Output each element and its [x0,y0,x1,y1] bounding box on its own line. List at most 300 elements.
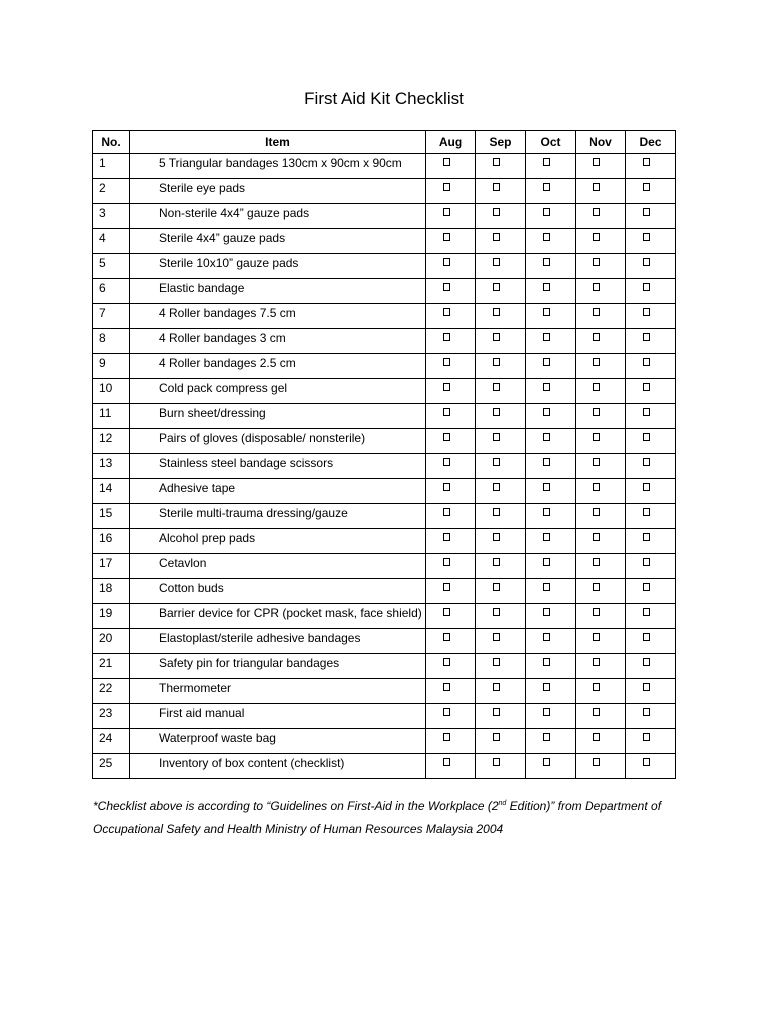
row-number: 18 [93,579,130,604]
month-cell [426,629,476,654]
month-cell [476,629,526,654]
checkbox-aug[interactable] [443,533,450,541]
month-cell [526,604,576,629]
row-item: 4 Roller bandages 3 cm [130,329,426,354]
table-row [93,504,676,529]
checkbox-aug[interactable] [443,758,450,766]
month-cell [476,729,526,754]
month-cell [476,479,526,504]
table-header-row [93,131,676,154]
checkbox-nov[interactable] [593,708,600,716]
checkbox-oct[interactable] [543,733,550,741]
header-month-aug: Aug [426,131,476,154]
row-item: Non-sterile 4x4” gauze pads [130,204,426,229]
checkbox-oct[interactable] [543,383,550,391]
checkbox-dec[interactable] [643,683,650,691]
checkbox-aug[interactable] [443,158,450,166]
month-cell [576,704,626,729]
month-cell [626,279,676,304]
month-cell [526,204,576,229]
row-item: Inventory of box content (checklist) [130,754,426,779]
month-cell [576,604,626,629]
checkbox-oct[interactable] [543,758,550,766]
checkbox-oct[interactable] [543,208,550,216]
checkbox-oct[interactable] [543,308,550,316]
checkbox-dec[interactable] [643,708,650,716]
checkbox-aug[interactable] [443,558,450,566]
table-row [93,404,676,429]
checkbox-aug[interactable] [443,283,450,291]
month-cell [476,654,526,679]
checkbox-dec[interactable] [643,733,650,741]
footnote-line-2: Occupational Safety and Health Ministry of Human Resources Malaysia 2004 [93,822,504,836]
checkbox-aug[interactable] [443,658,450,666]
checkbox-sep[interactable] [493,658,500,666]
checkbox-nov[interactable] [593,258,600,266]
checkbox-nov[interactable] [593,608,600,616]
checkbox-oct[interactable] [543,658,550,666]
row-number: 17 [93,554,130,579]
month-cell [626,154,676,179]
footnote-superscript: nd [498,800,507,807]
checkbox-aug[interactable] [443,433,450,441]
table-row [93,179,676,204]
month-cell [576,629,626,654]
checkbox-sep[interactable] [493,183,500,191]
month-cell [476,279,526,304]
row-number: 12 [93,429,130,454]
month-cell [626,629,676,654]
checkbox-oct[interactable] [543,558,550,566]
checkbox-dec[interactable] [643,258,650,266]
header-month-nov: Nov [576,131,626,154]
checkbox-dec[interactable] [643,433,650,441]
month-cell [476,254,526,279]
month-cell [476,329,526,354]
row-item: Pairs of gloves (disposable/ nonsterile) [130,429,426,454]
checkbox-dec[interactable] [643,183,650,191]
month-cell [526,404,576,429]
month-cell [626,454,676,479]
month-cell [626,654,676,679]
month-cell [526,329,576,354]
checkbox-sep[interactable] [493,508,500,516]
checkbox-nov[interactable] [593,533,600,541]
checkbox-nov[interactable] [593,658,600,666]
month-cell [626,229,676,254]
month-cell [476,404,526,429]
checkbox-dec[interactable] [643,208,650,216]
month-cell [476,579,526,604]
month-cell [576,429,626,454]
row-number: 19 [93,604,130,629]
checkbox-nov[interactable] [593,558,600,566]
checkbox-dec[interactable] [643,333,650,341]
table-row [93,479,676,504]
row-number: 6 [93,279,130,304]
checkbox-sep[interactable] [493,733,500,741]
table-row [93,654,676,679]
month-cell [526,679,576,704]
row-item: Elastic bandage [130,279,426,304]
row-number: 2 [93,179,130,204]
month-cell [576,504,626,529]
month-cell [426,554,476,579]
checkbox-oct[interactable] [543,258,550,266]
checkbox-oct[interactable] [543,533,550,541]
checkbox-aug[interactable] [443,583,450,591]
checkbox-aug[interactable] [443,508,450,516]
header-month-dec: Dec [626,131,676,154]
footnote-text-b: Edition)” from Department of [506,799,662,813]
checkbox-aug[interactable] [443,308,450,316]
checkbox-aug[interactable] [443,483,450,491]
checkbox-sep[interactable] [493,558,500,566]
checkbox-oct[interactable] [543,408,550,416]
month-cell [426,304,476,329]
month-cell [426,279,476,304]
checkbox-dec[interactable] [643,358,650,366]
row-item: Sterile eye pads [130,179,426,204]
month-cell [526,579,576,604]
checkbox-dec[interactable] [643,383,650,391]
checkbox-oct[interactable] [543,158,550,166]
month-cell [576,304,626,329]
checkbox-sep[interactable] [493,358,500,366]
month-cell [526,254,576,279]
checkbox-oct[interactable] [543,458,550,466]
month-cell [476,204,526,229]
row-number: 7 [93,304,130,329]
table-row [93,329,676,354]
checkbox-dec[interactable] [643,483,650,491]
checkbox-nov[interactable] [593,358,600,366]
row-item: Sterile 10x10” gauze pads [130,254,426,279]
month-cell [626,579,676,604]
month-cell [426,654,476,679]
checkbox-nov[interactable] [593,333,600,341]
table-row [93,529,676,554]
checkbox-sep[interactable] [493,258,500,266]
row-item: Elastoplast/sterile adhesive bandages [130,629,426,654]
checkbox-aug[interactable] [443,708,450,716]
checkbox-sep[interactable] [493,283,500,291]
checkbox-dec[interactable] [643,158,650,166]
checkbox-aug[interactable] [443,683,450,691]
row-number: 25 [93,754,130,779]
checkbox-sep[interactable] [493,208,500,216]
month-cell [526,479,576,504]
checkbox-sep[interactable] [493,383,500,391]
month-cell [576,679,626,704]
checkbox-aug[interactable] [443,208,450,216]
month-cell [526,379,576,404]
month-cell [426,154,476,179]
month-cell [626,504,676,529]
month-cell [426,404,476,429]
month-cell [626,354,676,379]
table-row [93,379,676,404]
month-cell [626,329,676,354]
checkbox-nov[interactable] [593,758,600,766]
month-cell [576,529,626,554]
month-cell [526,354,576,379]
checkbox-oct[interactable] [543,508,550,516]
month-cell [476,679,526,704]
checkbox-sep[interactable] [493,533,500,541]
month-cell [426,429,476,454]
month-cell [626,204,676,229]
row-number: 4 [93,229,130,254]
checkbox-oct[interactable] [543,233,550,241]
footnote [93,792,693,841]
row-number: 14 [93,479,130,504]
checkbox-aug[interactable] [443,258,450,266]
row-number: 9 [93,354,130,379]
checkbox-nov[interactable] [593,233,600,241]
month-cell [526,229,576,254]
checkbox-nov[interactable] [593,283,600,291]
checkbox-sep[interactable] [493,708,500,716]
month-cell [476,704,526,729]
table-row [93,704,676,729]
month-cell [526,729,576,754]
table-row [93,629,676,654]
month-cell [426,679,476,704]
month-cell [626,529,676,554]
table-row [93,429,676,454]
row-number: 3 [93,204,130,229]
month-cell [476,379,526,404]
row-item: Waterproof waste bag [130,729,426,754]
row-number: 24 [93,729,130,754]
month-cell [576,254,626,279]
month-cell [526,454,576,479]
month-cell [626,679,676,704]
row-number: 15 [93,504,130,529]
checkbox-aug[interactable] [443,333,450,341]
row-item: Burn sheet/dressing [130,404,426,429]
footnote-line-1 [93,792,693,818]
month-cell [426,329,476,354]
table-row [93,754,676,779]
table-row [93,604,676,629]
month-cell [576,454,626,479]
month-cell [526,654,576,679]
row-item: Alcohol prep pads [130,529,426,554]
month-cell [426,204,476,229]
row-number: 16 [93,529,130,554]
month-cell [526,554,576,579]
checkbox-dec[interactable] [643,558,650,566]
month-cell [576,554,626,579]
row-item: Cetavlon [130,554,426,579]
checkbox-aug[interactable] [443,233,450,241]
table-row [93,679,676,704]
checkbox-aug[interactable] [443,183,450,191]
checkbox-sep[interactable] [493,608,500,616]
month-cell [476,529,526,554]
month-cell [626,429,676,454]
month-cell [476,354,526,379]
checkbox-nov[interactable] [593,683,600,691]
checkbox-nov[interactable] [593,633,600,641]
month-cell [576,654,626,679]
month-cell [526,629,576,654]
checkbox-nov[interactable] [593,208,600,216]
checkbox-nov[interactable] [593,183,600,191]
table-row [93,354,676,379]
row-item: First aid manual [130,704,426,729]
checkbox-dec[interactable] [643,658,650,666]
checkbox-sep[interactable] [493,758,500,766]
month-cell [526,754,576,779]
checkbox-dec[interactable] [643,283,650,291]
month-cell [626,729,676,754]
checkbox-oct[interactable] [543,608,550,616]
checkbox-oct[interactable] [543,483,550,491]
checkbox-sep[interactable] [493,308,500,316]
checkbox-oct[interactable] [543,333,550,341]
checkbox-aug[interactable] [443,733,450,741]
checkbox-aug[interactable] [443,608,450,616]
month-cell [626,704,676,729]
row-number: 5 [93,254,130,279]
checkbox-sep[interactable] [493,483,500,491]
checkbox-sep[interactable] [493,333,500,341]
checkbox-oct[interactable] [543,708,550,716]
month-cell [426,604,476,629]
checkbox-oct[interactable] [543,283,550,291]
checkbox-sep[interactable] [493,233,500,241]
table-row [93,154,676,179]
month-cell [576,754,626,779]
month-cell [426,504,476,529]
row-item: 4 Roller bandages 2.5 cm [130,354,426,379]
checkbox-nov[interactable] [593,458,600,466]
table-row [93,229,676,254]
checkbox-nov[interactable] [593,383,600,391]
month-cell [526,504,576,529]
checkbox-dec[interactable] [643,533,650,541]
checkbox-dec[interactable] [643,308,650,316]
month-cell [526,304,576,329]
row-number: 8 [93,329,130,354]
checkbox-sep[interactable] [493,583,500,591]
checkbox-sep[interactable] [493,683,500,691]
checkbox-aug[interactable] [443,383,450,391]
row-number: 11 [93,404,130,429]
month-cell [576,179,626,204]
table-row [93,279,676,304]
checkbox-dec[interactable] [643,458,650,466]
month-cell [526,279,576,304]
footnote-text-a: *Checklist above is according to “Guidelines on First-Aid in the Workplace (2 [93,799,499,813]
month-cell [476,179,526,204]
table-row [93,729,676,754]
checkbox-sep[interactable] [493,408,500,416]
checkbox-oct[interactable] [543,183,550,191]
checkbox-aug[interactable] [443,633,450,641]
checkbox-nov[interactable] [593,308,600,316]
row-item: Safety pin for triangular bandages [130,654,426,679]
checkbox-nov[interactable] [593,158,600,166]
checkbox-aug[interactable] [443,358,450,366]
checkbox-nov[interactable] [593,583,600,591]
checkbox-dec[interactable] [643,608,650,616]
checkbox-nov[interactable] [593,508,600,516]
month-cell [526,529,576,554]
month-cell [526,154,576,179]
row-item: 5 Triangular bandages 130cm x 90cm x 90cm [130,154,426,179]
row-number: 22 [93,679,130,704]
checkbox-sep[interactable] [493,633,500,641]
month-cell [526,429,576,454]
checkbox-sep[interactable] [493,458,500,466]
checklist-table [92,130,676,779]
month-cell [576,379,626,404]
month-cell [476,754,526,779]
checkbox-oct[interactable] [543,433,550,441]
month-cell [626,304,676,329]
row-item: Thermometer [130,679,426,704]
month-cell [426,729,476,754]
checkbox-dec[interactable] [643,408,650,416]
checkbox-oct[interactable] [543,683,550,691]
checkbox-sep[interactable] [493,433,500,441]
month-cell [426,354,476,379]
checkbox-aug[interactable] [443,458,450,466]
checkbox-oct[interactable] [543,358,550,366]
month-cell [426,229,476,254]
checkbox-dec[interactable] [643,583,650,591]
month-cell [426,479,476,504]
checkbox-oct[interactable] [543,633,550,641]
row-number: 21 [93,654,130,679]
table-row [93,204,676,229]
checkbox-dec[interactable] [643,233,650,241]
checkbox-dec[interactable] [643,633,650,641]
month-cell [426,379,476,404]
month-cell [426,454,476,479]
checkbox-nov[interactable] [593,483,600,491]
checkbox-dec[interactable] [643,508,650,516]
month-cell [626,179,676,204]
row-item: 4 Roller bandages 7.5 cm [130,304,426,329]
month-cell [576,279,626,304]
checkbox-dec[interactable] [643,758,650,766]
checkbox-nov[interactable] [593,408,600,416]
checkbox-nov[interactable] [593,733,600,741]
row-number: 23 [93,704,130,729]
month-cell [626,479,676,504]
month-cell [576,404,626,429]
row-item: Adhesive tape [130,479,426,504]
month-cell [626,254,676,279]
table-row [93,454,676,479]
checkbox-oct[interactable] [543,583,550,591]
checkbox-sep[interactable] [493,158,500,166]
month-cell [576,479,626,504]
table-row [93,579,676,604]
page-title: First Aid Kit Checklist [304,89,464,108]
checkbox-aug[interactable] [443,408,450,416]
row-item: Barrier device for CPR (pocket mask, face shield) [130,604,426,629]
checkbox-nov[interactable] [593,433,600,441]
row-number: 20 [93,629,130,654]
row-item: Cotton buds [130,579,426,604]
month-cell [576,229,626,254]
